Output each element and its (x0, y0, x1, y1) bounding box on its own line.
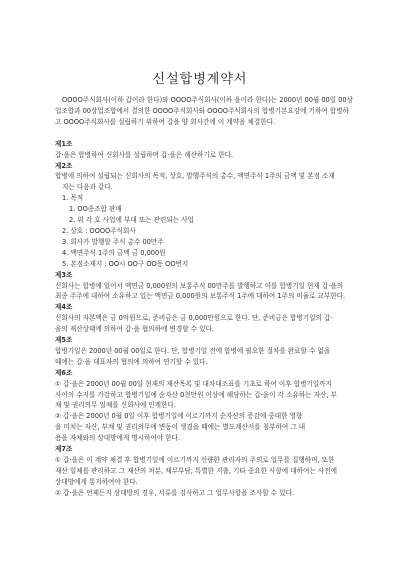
article-heading: 제2조 (55, 161, 73, 170)
list-item: 3. 회사가 발행할 주식 총수 00만주 (62, 237, 164, 246)
article-line: 지는 다음과 같다. (62, 183, 113, 192)
list-item: 2. 상호 : OOOO주식회사 (62, 226, 136, 235)
list-item: 5. 본점소재지 : OO시 OO구 OO동 OO번지 (62, 259, 189, 268)
article-line: 사이의 수지를 가감하고 합병기일에 순자산 0천만원 이상에 해당하는 갑·을이 각 소유하는 자산, 부 (55, 390, 337, 399)
article-line: 재산 일체를 관리하고 그 재산의 처분, 채무부담, 특별한 지출, 기타 중요한 사항에 대하여는 사전에 (55, 466, 337, 475)
article-heading: 제6조 (55, 368, 73, 377)
article-line: 합병에 의하여 설립되는 신회사의 목적, 상호, 발행주식의 총수, 액면주식 1주의 금액 및 본점 소재 (55, 172, 335, 181)
article-heading: 제7조 (55, 445, 73, 454)
article-heading: 제5조 (55, 336, 73, 345)
article-line: 신회사의 자본액은 금 0억원으로, 준비금은 금 0,000만원으로 한다. 단, 준비금은 합병기일의 갑· (55, 314, 333, 323)
article-line: 을의 재산상태에 의하여 갑·을 협의하에 변경할 수 있다. (55, 325, 214, 334)
list-item: 4. 액면주식 1주의 금액 금 0,000원 (62, 248, 166, 257)
document-body (55, 95, 355, 499)
article-1 (55, 139, 355, 161)
article-line: ① 갑·을은 2000년 00월 00일 현재의 재산목록 및 대차대조표를 기초로 하여 이후 합병기일까지 (55, 379, 332, 388)
article-line: 최종 주주에 대하여 소유하고 있는 액면금 0,000원의 보통주식 1주에 대하여 1주의 비율로 교부한다. (55, 292, 346, 301)
article-line: 신회사는 합병에 있어서 액면금 0,000원의 보통주식 00만주를 발행하고 이를 합병기일 현재 갑·을의 (55, 281, 344, 290)
article-5 (55, 335, 355, 368)
article-2 (55, 161, 355, 270)
article-line: 용을 자체와의 상대방에게 명시하여야 한다. (55, 434, 181, 443)
article-line: 합병기일은 2000년 00월 00일로 한다. 단, 합병기일 전에 합병에 필요한 절차를 완료할 수 없을 (55, 346, 331, 355)
article-line: ① 갑·을은 이 계약 체결 후 합병기일에 이르기까지 선량한 관리자의 주의로 업무를 집행하며, 또한 (55, 456, 335, 464)
article-heading: 제4조 (55, 303, 73, 312)
article-heading: 제1조 (55, 139, 73, 148)
preamble: OOOO주식회사(이하 갑이라 한다)와 OOOO주식회사(이하 을이라 한다)는 2000년 00월 00일 00상업조합과 00상업조합에서 결의한 OOOO주식회사와 OOOO주식회사의 합병기본요강에 기하여 합병하고 OOOO주식회사를 설립하기 위하여 갑을 양 회사간에 이 계약을 체결한다. (55, 96, 353, 126)
article-line: 채 및 권리의무 일체를 신회사에 인계한다. (55, 401, 176, 410)
article-line: ② 갑·을은 2000년 0월 0일 이후 합병기일에 이르기까지 순자산의 증감에 중대한 영향 (55, 412, 303, 421)
article-7 (55, 444, 355, 499)
article-6 (55, 368, 355, 444)
article-line: 을 미치는 자산, 부채 및 권리의무에 변동이 생겼을 때에는 별도계산서를 첨부하여 그 내 (55, 423, 306, 432)
article-line: 상대방에게 통지하여야 한다. (55, 477, 138, 486)
article-3 (55, 270, 355, 303)
article-line: 갑·을은 합병하여 신회사를 설립하며 갑·을은 해산하기로 한다. (55, 150, 234, 159)
article-4 (55, 302, 355, 335)
article-line: 때에는 갑·을 대표자의 협의에 의하여 연기할 수 있다. (55, 357, 208, 366)
article-line: ② 갑·을은 언제든지 상대방의 경우, 서류를 검사하고 그 업무사항을 조사할 수 있다. (55, 488, 295, 497)
list-item: 1. OO종조합 판매 (69, 205, 122, 214)
article-heading: 제3조 (55, 270, 73, 279)
list-item: 1. 목적 (62, 194, 84, 203)
document-title: 신설합병계약서 (152, 72, 248, 87)
list-item: 2. 위 각 호 사업에 부대 또는 관련되는 사업 (69, 216, 194, 225)
